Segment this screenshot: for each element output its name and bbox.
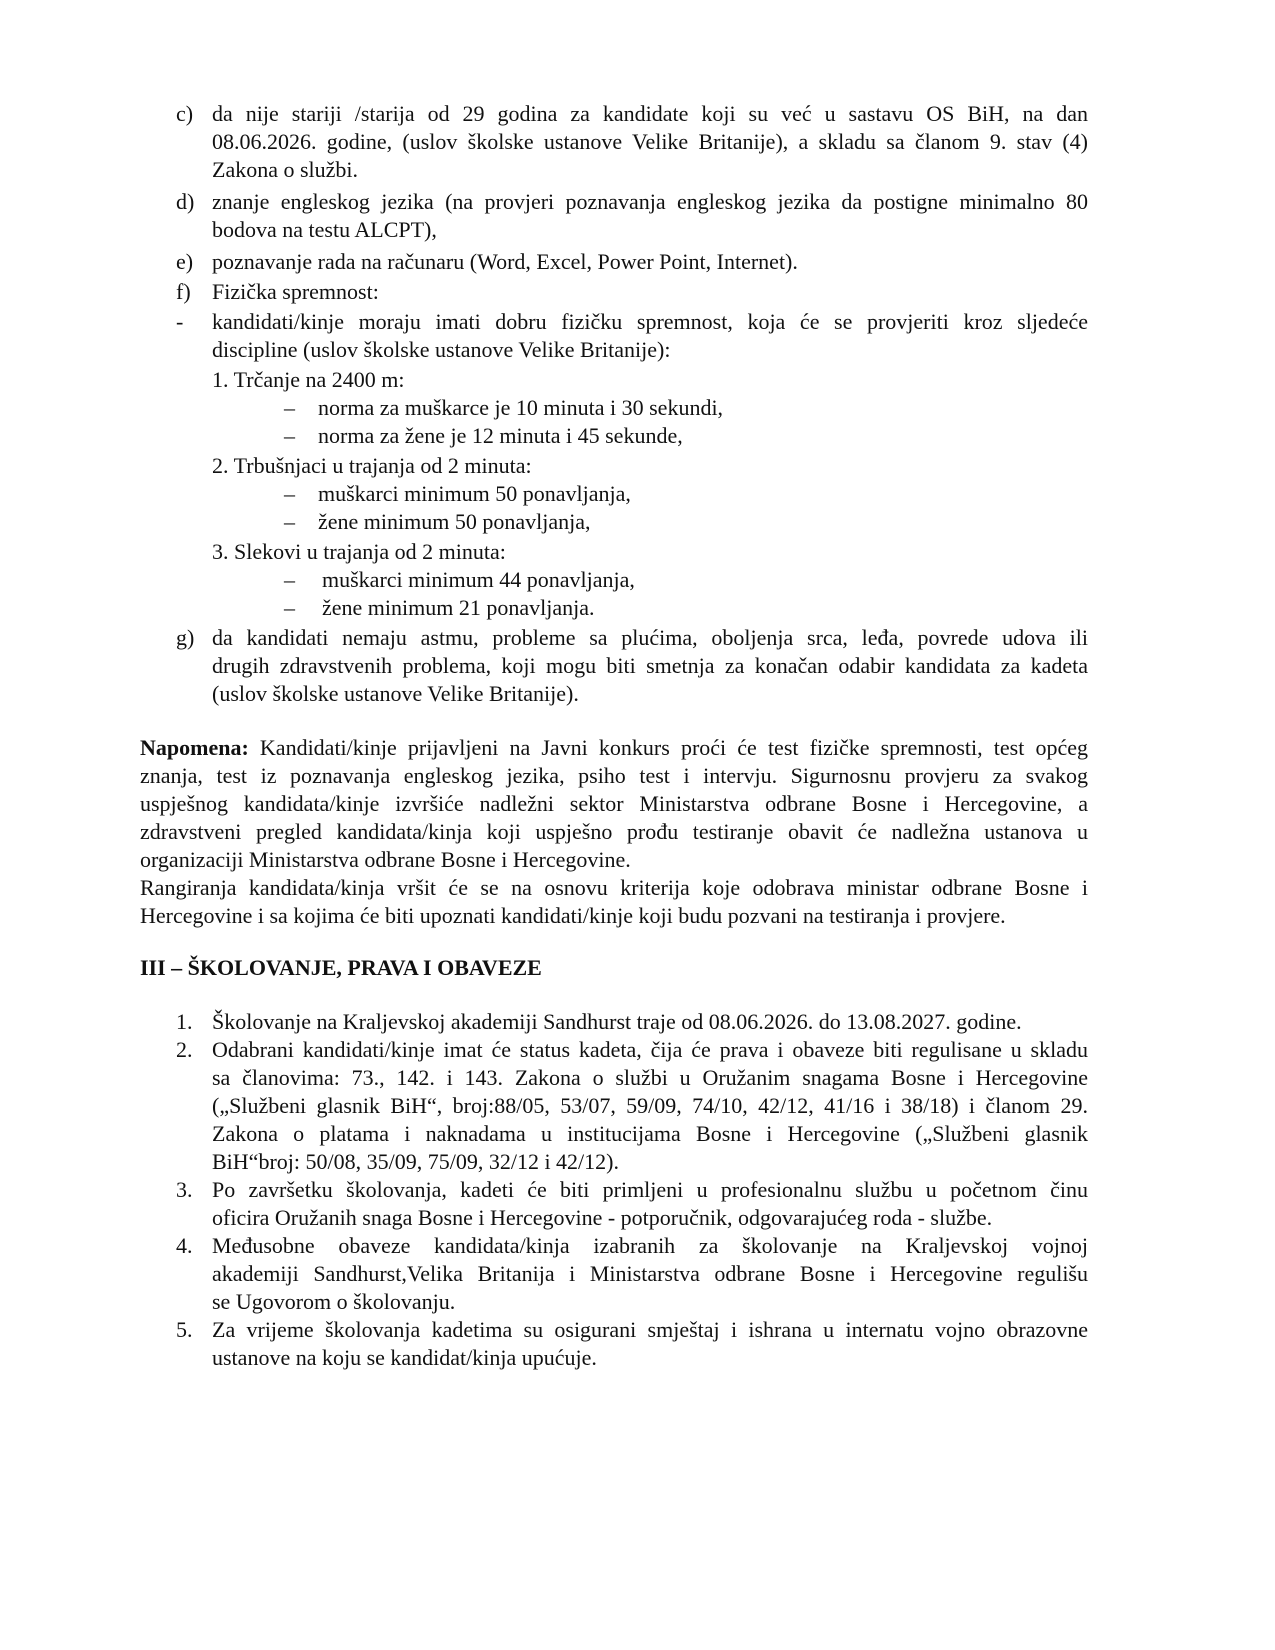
- item-g-line-2: drugih zdravstvenih problema, koji mogu biti smetnja za konačan odabir kandidata za kadeta: [212, 653, 1088, 678]
- list-item-1-line-1: Školovanje na Kraljevskoj akademiji Sandhurst traje od 08.06.2026. do 13.08.2027. godine.: [212, 1009, 1022, 1034]
- note-line-7: Hercegovine i sa kojima će biti upoznati kandidati/kinje koji budu pozvani na testiranja i provjere.: [140, 903, 1006, 928]
- item-label-c: c): [176, 101, 194, 126]
- dash-bullet: –: [284, 395, 295, 420]
- fitness-intro-line-2: discipline (uslov školske ustanove Velike Britanije):: [212, 337, 671, 362]
- discipline-1-title: 1. Trčanje na 2400 m:: [212, 367, 405, 392]
- discipline-3-item-1: muškarci minimum 44 ponavljanja,: [322, 567, 635, 592]
- list-number-2: 2.: [176, 1037, 193, 1062]
- item-label-f: f): [176, 279, 191, 304]
- discipline-1-item-1: norma za muškarce je 10 minuta i 30 sekundi,: [318, 395, 724, 420]
- dash-bullet: –: [284, 481, 295, 506]
- list-number-1: 1.: [176, 1009, 193, 1034]
- list-number-5: 5.: [176, 1317, 193, 1342]
- list-item-4-line-1: Međusobne obaveze kandidata/kinja izabranih za školovanje na Kraljevskoj vojnoj: [212, 1233, 1088, 1258]
- item-c-line-1: da nije stariji /starija od 29 godina za kandidate koji su već u sastavu OS BiH, na dan: [212, 101, 1088, 126]
- item-label-d: d): [176, 189, 195, 214]
- note-label: Napomena:: [140, 735, 249, 760]
- list-number-4: 4.: [176, 1233, 193, 1258]
- item-c-line-3: Zakona o službi.: [212, 157, 359, 182]
- list-item-2-line-5: BiH“broj: 50/08, 35/09, 75/09, 32/12 i 42/12).: [212, 1149, 619, 1174]
- note-line-1: Napomena: Kandidati/kinje prijavljeni na Javni konkurs proći će test fizičke spremnosti, test općeg: [140, 735, 1088, 760]
- dash-bullet: –: [284, 567, 295, 592]
- note-line-6: Rangiranja kandidata/kinja vršit će se na osnovu kriterija koje odobrava ministar odbrane Bosne i: [140, 875, 1088, 900]
- item-label-g: g): [176, 625, 195, 650]
- list-item-4-line-2: akademiji Sandhurst,Velika Britanija i Ministarstva odbrane Bosne i Hercegovine regulišu: [212, 1261, 1088, 1286]
- note-line-2: znanja, test iz poznavanja engleskog jezika, psiho test i intervju. Sigurnosnu provjeru za svakog: [140, 763, 1088, 788]
- list-item-3-line-1: Po završetku školovanja, kadeti će biti primljeni u profesionalnu službu u početnom činu: [212, 1177, 1088, 1202]
- note-line-3: uspješnog kandidata/kinje izvršiće nadležni sektor Ministarstva odbrane Bosne i Hercegovine, a: [140, 791, 1088, 816]
- item-f-line-1: Fizička spremnost:: [212, 279, 379, 304]
- item-c-line-2: 08.06.2026. godine, (uslov školske ustanove Velike Britanije), a skladu sa članom 9. stav (4): [212, 129, 1088, 154]
- item-label-e: e): [176, 249, 194, 274]
- fitness-intro-line-1: kandidati/kinje moraju imati dobru fizičku spremnost, koja će se provjeriti kroz sljedeće: [212, 309, 1088, 334]
- note-line-4: zdravstveni pregled kandidata/kinja koji uspješno prođu testiranje obavit će nadležna ustanova u: [140, 819, 1088, 844]
- list-item-2-line-4: Zakona o platama i naknadama u institucijama Bosne i Hercegovine („Službeni glasnik: [212, 1121, 1088, 1146]
- item-g-line-1: da kandidati nemaju astmu, probleme sa plućima, oboljenja srca, leđa, povrede udova ili: [212, 625, 1088, 650]
- list-item-2-line-2: sa članovima: 73., 142. i 143. Zakona o službi u Oružanim snagama Bosne i Hercegovine: [212, 1065, 1088, 1090]
- dash-bullet: –: [284, 509, 295, 534]
- item-d-line-1: znanje engleskog jezika (na provjeri poznavanja engleskog jezika da postigne minimalno 80: [212, 189, 1088, 214]
- dash-bullet: –: [284, 423, 295, 448]
- item-g-line-3: (uslov školske ustanove Velike Britanije).: [212, 681, 579, 706]
- discipline-2-item-1: muškarci minimum 50 ponavljanja,: [318, 481, 631, 506]
- list-number-3: 3.: [176, 1177, 193, 1202]
- list-item-5-line-1: Za vrijeme školovanja kadetima su osigurani smještaj i ishrana u internatu vojno obrazovne: [212, 1317, 1088, 1342]
- discipline-2-item-2: žene minimum 50 ponavljanja,: [318, 509, 591, 534]
- list-item-5-line-2: ustanove na koju se kandidat/kinja upućuje.: [212, 1345, 597, 1370]
- discipline-2-title: 2. Trbušnjaci u trajanja od 2 minuta:: [212, 453, 532, 478]
- discipline-1-item-2: norma za žene je 12 minuta i 45 sekunde,: [318, 423, 683, 448]
- bullet-dash: -: [176, 309, 184, 334]
- section-heading: III – ŠKOLOVANJE, PRAVA I OBAVEZE: [140, 955, 542, 980]
- discipline-3-item-2: žene minimum 21 ponavljanja.: [322, 595, 595, 620]
- note-line-5: organizaciji Ministarstva odbrane Bosne i Hercegovine.: [140, 847, 631, 872]
- item-d-line-2: bodova na testu ALCPT),: [212, 217, 437, 242]
- list-item-3-line-2: oficira Oružanih snaga Bosne i Hercegovine - potporučnik, odgovarajućeg roda - službe.: [212, 1205, 993, 1230]
- dash-bullet: –: [284, 595, 295, 620]
- list-item-2-line-3: („Službeni glasnik BiH“, broj:88/05, 53/07, 59/09, 74/10, 42/12, 41/16 i 38/18) i članom 29.: [212, 1093, 1088, 1118]
- list-item-2-line-1: Odabrani kandidati/kinje imat će status kadeta, čija će prava i obaveze biti regulisane u skladu: [212, 1037, 1088, 1062]
- list-item-4-line-3: se Ugovorom o školovanju.: [212, 1289, 456, 1314]
- item-e-line-1: poznavanje rada na računaru (Word, Excel, Power Point, Internet).: [212, 249, 798, 274]
- discipline-3-title: 3. Slekovi u trajanja od 2 minuta:: [212, 539, 506, 564]
